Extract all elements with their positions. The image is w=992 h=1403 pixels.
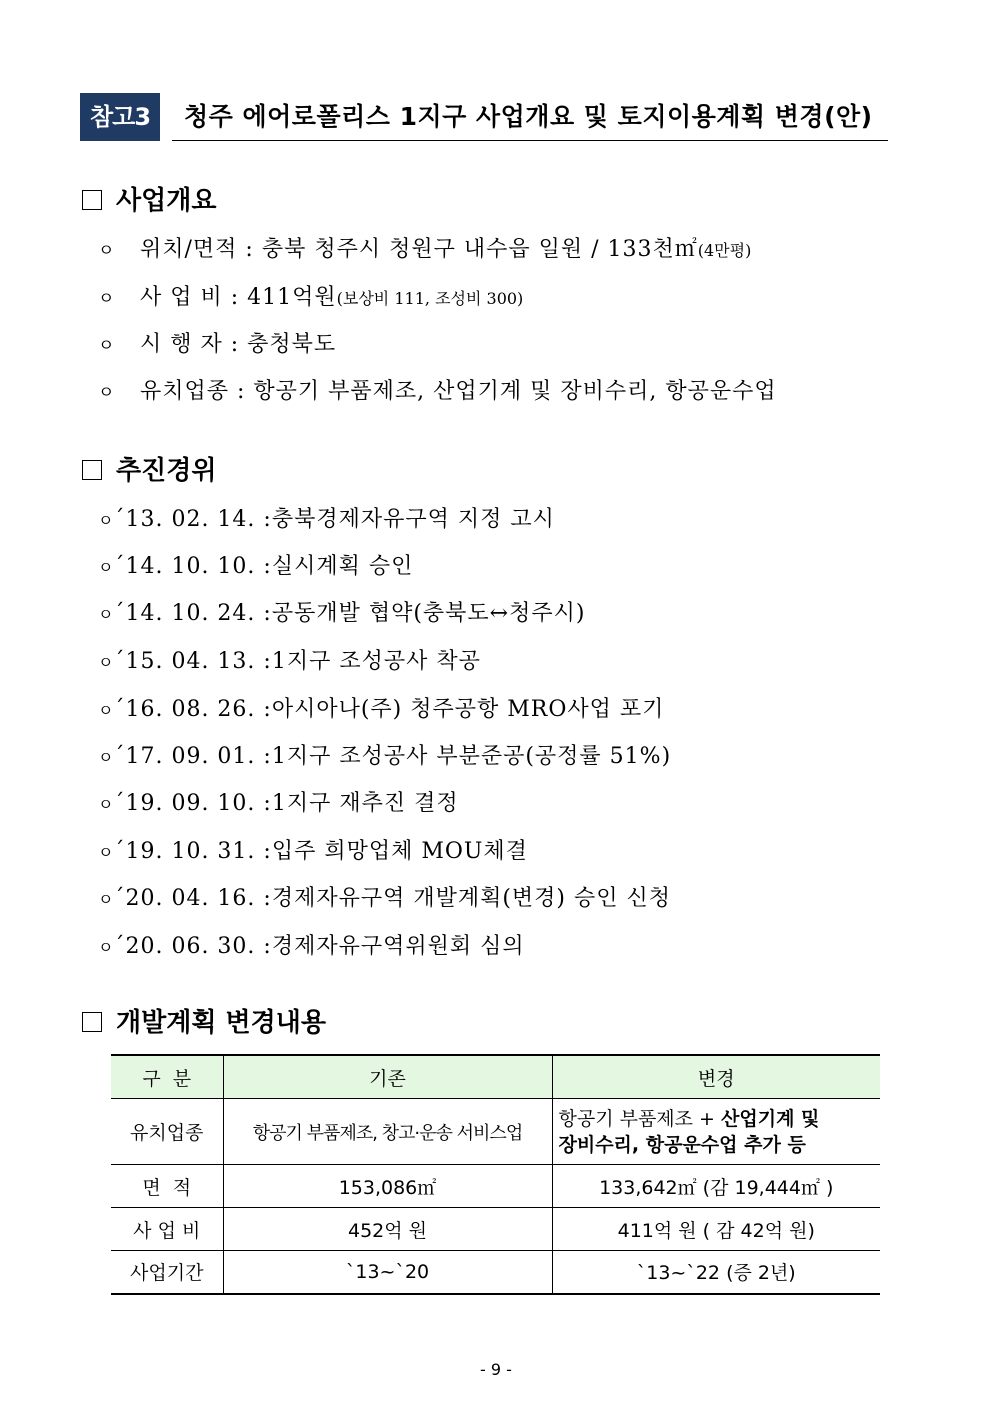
history-item <box>98 739 671 770</box>
history-text: 경제자유구역위원회 심의 <box>271 934 525 959</box>
section-overview-heading: 사업개요 <box>82 180 216 217</box>
overview-item <box>98 280 523 311</box>
history-item <box>98 644 481 675</box>
history-text: 1지구 조성공사 부분준공(공정률 51%) <box>271 744 672 769</box>
circle-bullet-icon: ㅇ <box>98 558 114 577</box>
table-row <box>111 1099 880 1165</box>
overview-item <box>98 327 336 358</box>
overview-item-label: 유치업종 : <box>140 379 246 404</box>
circle-bullet-icon: ㅇ <box>98 605 114 624</box>
table-header-row <box>111 1055 880 1099</box>
circle-bullet-icon: ㅇ <box>98 383 116 403</box>
circle-bullet-icon: ㅇ <box>98 938 114 957</box>
history-item <box>98 549 413 580</box>
column-header-before: 기존 <box>223 1055 552 1099</box>
history-date: ´14. 10. 24. : <box>113 601 272 626</box>
history-item <box>98 692 664 723</box>
history-text: 경제자유구역 개발계획(변경) 승인 신청 <box>271 886 672 911</box>
table-row <box>111 1251 880 1294</box>
before-cell: `13~`20 <box>223 1251 552 1294</box>
row-label: 사 업 비 <box>111 1208 223 1251</box>
checkbox-square-icon <box>82 460 102 480</box>
history-text: 입주 희망업체 MOU체결 <box>271 839 528 864</box>
circle-bullet-icon: ㅇ <box>98 795 114 814</box>
document-title-bar <box>80 93 888 141</box>
overview-item-note: (4만평) <box>697 241 752 260</box>
history-date: ´13. 02. 14. : <box>113 507 272 532</box>
history-item <box>98 596 585 627</box>
history-date: ´16. 08. 26. : <box>113 697 272 722</box>
history-item <box>98 502 555 533</box>
circle-bullet-icon: ㅇ <box>98 843 114 862</box>
history-date: ´20. 06. 30. : <box>113 934 272 959</box>
after-cell: 항공기 부품제조 + 산업기계 및 장비수리, 항공운수업 추가 등 <box>552 1099 880 1165</box>
overview-item-value: 항공기 부품제조, 산업기계 및 장비수리, 항공운수업 <box>253 379 777 404</box>
overview-item <box>98 374 777 405</box>
before-cell: 153,086㎡ <box>223 1165 552 1208</box>
overview-item-label: 시 행 자 : <box>140 332 240 357</box>
history-date: ´19. 10. 31. : <box>113 839 272 864</box>
overview-item-label: 사 업 비 : <box>140 285 240 310</box>
history-text: 1지구 조성공사 착공 <box>271 649 481 674</box>
history-date: ´19. 09. 10. : <box>113 791 272 816</box>
after-cell: 133,642㎡ (감 19,444㎡ ) <box>552 1165 880 1208</box>
checkbox-square-icon <box>82 1012 102 1032</box>
history-item <box>98 786 459 817</box>
reference-badge: 참고3 <box>80 93 160 141</box>
circle-bullet-icon: ㅇ <box>98 511 114 530</box>
overview-item-value: 411억원 <box>247 285 337 310</box>
circle-bullet-icon: ㅇ <box>98 748 114 767</box>
column-header-after: 변경 <box>552 1055 880 1099</box>
history-text: 공동개발 협약(충북도↔청주시) <box>271 601 586 626</box>
after-cell: 411억 원 ( 감 42억 원) <box>552 1208 880 1251</box>
overview-item-value: 충북 청주시 청원구 내수읍 일원 / 133천㎡ <box>261 237 698 262</box>
history-text: 1지구 재추진 결정 <box>271 791 459 816</box>
overview-item-label: 위치/면적 : <box>140 237 254 262</box>
column-header-category: 구 분 <box>111 1055 223 1099</box>
history-date: ´15. 04. 13. : <box>113 649 272 674</box>
overview-item <box>98 232 751 263</box>
before-cell: 항공기 부품제조, 창고·운송 서비스업 <box>223 1099 552 1165</box>
table-row <box>111 1165 880 1208</box>
plan-change-table <box>111 1054 880 1295</box>
circle-bullet-icon: ㅇ <box>98 701 114 720</box>
after-cell: `13~`22 (증 2년) <box>552 1251 880 1294</box>
overview-item-value: 충청북도 <box>247 332 337 357</box>
row-label: 유치업종 <box>111 1099 223 1165</box>
page-number: - 9 - <box>480 1360 512 1379</box>
history-date: ´14. 10. 10. : <box>113 554 272 579</box>
page-title: 청주 에어로폴리스 1지구 사업개요 및 토지이용계획 변경(안) <box>184 102 873 131</box>
checkbox-square-icon <box>82 190 102 210</box>
section-changes-heading: 개발계획 변경내용 <box>82 1002 326 1039</box>
table-row <box>111 1208 880 1251</box>
history-date: ´20. 04. 16. : <box>113 886 272 911</box>
row-label: 사업기간 <box>111 1251 223 1294</box>
title-underline <box>172 140 888 141</box>
circle-bullet-icon: ㅇ <box>98 336 116 356</box>
circle-bullet-icon: ㅇ <box>98 241 116 261</box>
circle-bullet-icon: ㅇ <box>98 289 116 309</box>
circle-bullet-icon: ㅇ <box>98 653 114 672</box>
section-history-heading: 추진경위 <box>82 450 216 487</box>
history-text: 충북경제자유구역 지정 고시 <box>271 507 555 532</box>
history-item <box>98 929 525 960</box>
history-date: ´17. 09. 01. : <box>113 744 272 769</box>
overview-item-note: (보상비 111, 조성비 300) <box>336 289 524 308</box>
history-item <box>98 834 528 865</box>
row-label: 면 적 <box>111 1165 223 1208</box>
circle-bullet-icon: ㅇ <box>98 890 114 909</box>
history-text: 실시계획 승인 <box>271 554 414 579</box>
before-cell: 452억 원 <box>223 1208 552 1251</box>
history-text: 아시아나(주) 청주공항 MRO사업 포기 <box>271 697 665 722</box>
history-item <box>98 881 671 912</box>
